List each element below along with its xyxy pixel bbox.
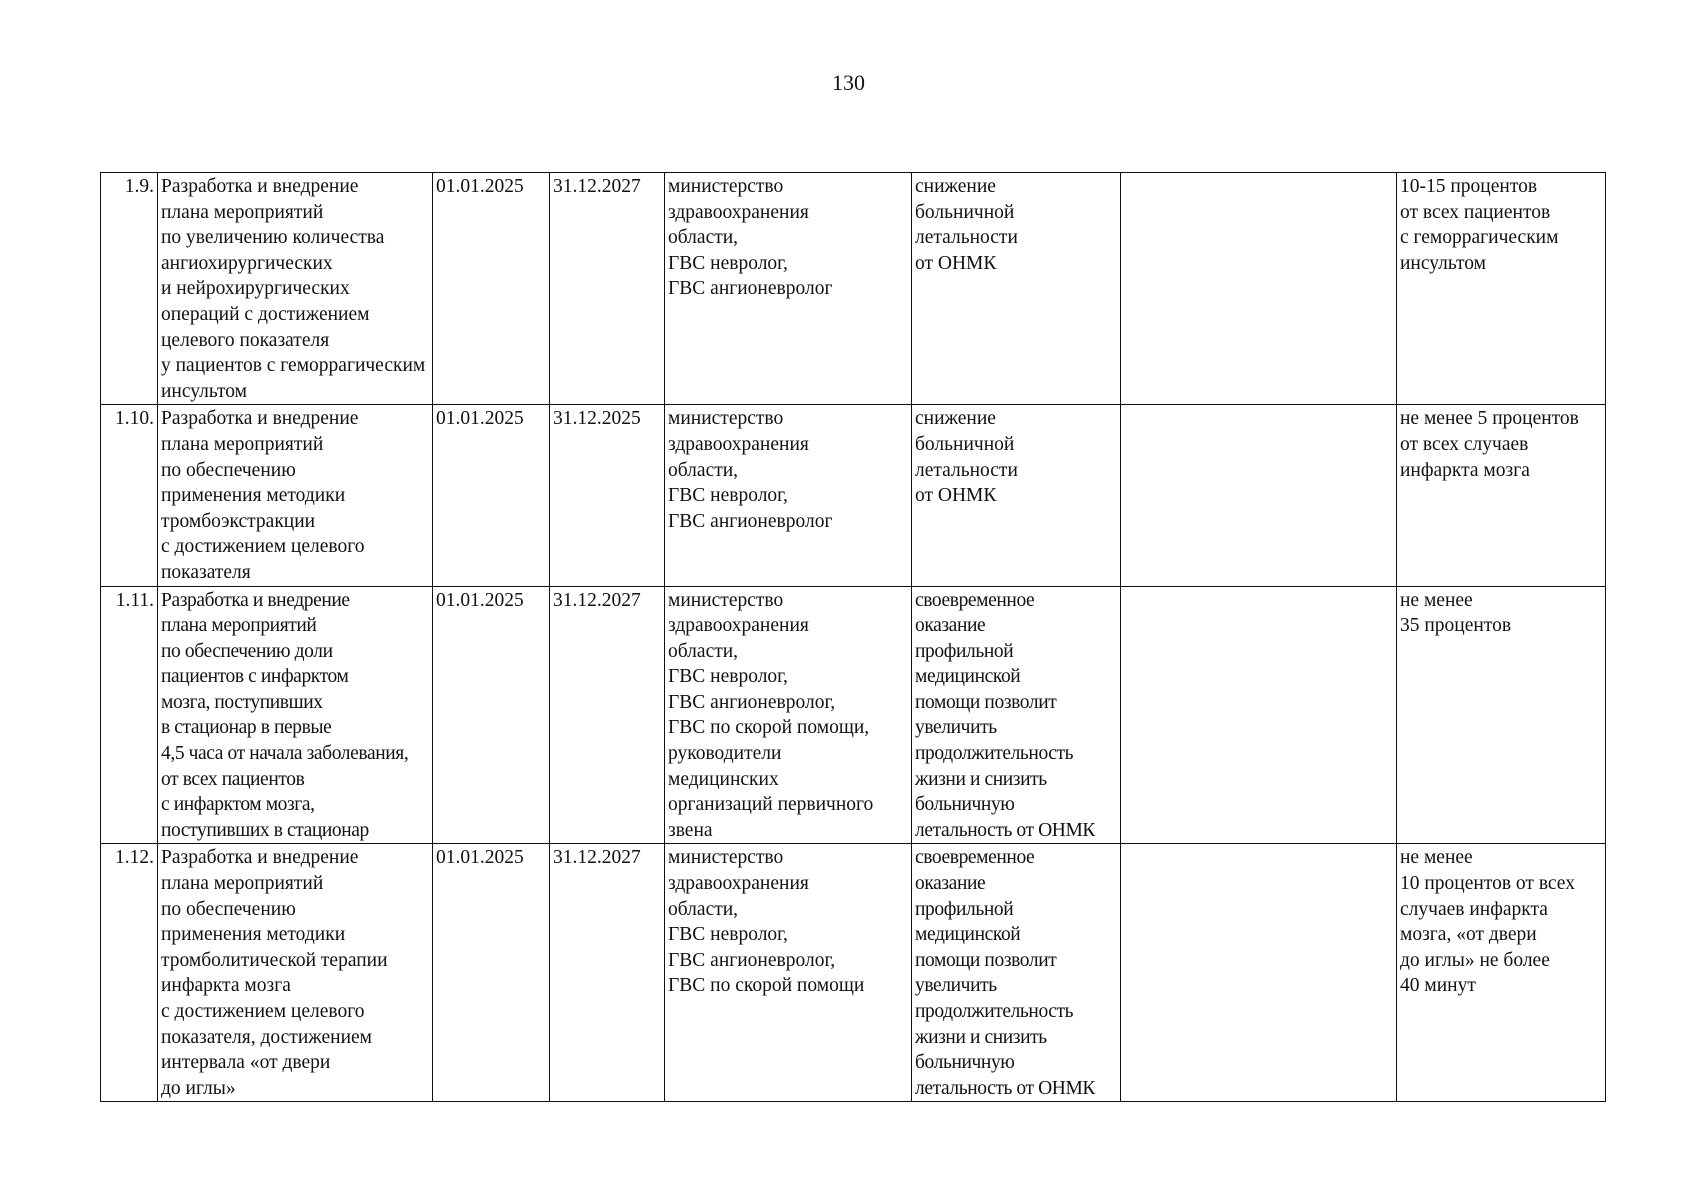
table-row [101,844,1606,1102]
activity-cell: Разработка и внедрение плана мероприятий по обеспечению применения методики тромболитической терапии инфаркта мозга с достижением целевого показателя, достижением интервала «от двери до иглы» [158,844,433,1102]
measures-table [100,172,1606,1102]
target-cell: не менее 5 процентов от всех случаев инфаркта мозга [1397,405,1606,586]
end-date-cell: 31.12.2027 [550,173,665,405]
target-cell: 10-15 процентов от всех пациентов с геморрагическим инсультом [1397,173,1606,405]
empty-cell [1121,173,1397,405]
start-date-cell: 01.01.2025 [433,173,550,405]
target-cell: не менее 10 процентов от всех случаев инфаркта мозга, «от двери до иглы» не более 40 минут [1397,844,1606,1102]
activity-cell: Разработка и внедрение плана мероприятий по обеспечению применения методики тромбоэкстракции с достижением целевого показателя [158,405,433,586]
result-cell: своевременное оказание профильной медицинской помощи позволит увеличить продолжительность жизни и снизить больничную летальность от ОНМК [912,844,1121,1102]
empty-cell [1121,844,1397,1102]
result-cell: снижение больничной летальности от ОНМК [912,173,1121,405]
start-date-cell: 01.01.2025 [433,586,550,844]
end-date-cell: 31.12.2025 [550,405,665,586]
start-date-cell: 01.01.2025 [433,844,550,1102]
empty-cell [1121,405,1397,586]
responsible-cell: министерство здравоохранения области, ГВС невролог, ГВС ангионевролог [665,405,912,586]
end-date-cell: 31.12.2027 [550,586,665,844]
activity-cell: Разработка и внедрение плана мероприятий по увеличению количества ангиохирургических и нейрохирургических операций с достижением целевого показателя у пациентов с геморрагическим инсультом [158,173,433,405]
table-row [101,173,1606,405]
end-date-cell: 31.12.2027 [550,844,665,1102]
row-number: 1.10. [101,405,158,586]
empty-cell [1121,586,1397,844]
result-cell: снижение больничной летальности от ОНМК [912,405,1121,586]
responsible-cell: министерство здравоохранения области, ГВС невролог, ГВС ангионевролог, ГВС по скорой помощи, руководители медицинских организаций первичного звена [665,586,912,844]
row-number: 1.11. [101,586,158,844]
activity-cell: Разработка и внедрение плана мероприятий по обеспечению доли пациентов с инфарктом мозга, поступивших в стационар в первые 4,5 часа от начала заболевания, от всех пациентов с инфарктом мозга, поступивших в стационар [158,586,433,844]
row-number: 1.12. [101,844,158,1102]
responsible-cell: министерство здравоохранения области, ГВС невролог, ГВС ангионевролог, ГВС по скорой помощи [665,844,912,1102]
result-cell: своевременное оказание профильной медицинской помощи позволит увеличить продолжительность жизни и снизить больничную летальность от ОНМК [912,586,1121,844]
table-row [101,586,1606,844]
table-row [101,405,1606,586]
row-number: 1.9. [101,173,158,405]
responsible-cell: министерство здравоохранения области, ГВС невролог, ГВС ангионевролог [665,173,912,405]
page-number: 130 [832,70,865,95]
start-date-cell: 01.01.2025 [433,405,550,586]
target-cell: не менее 35 процентов [1397,586,1606,844]
